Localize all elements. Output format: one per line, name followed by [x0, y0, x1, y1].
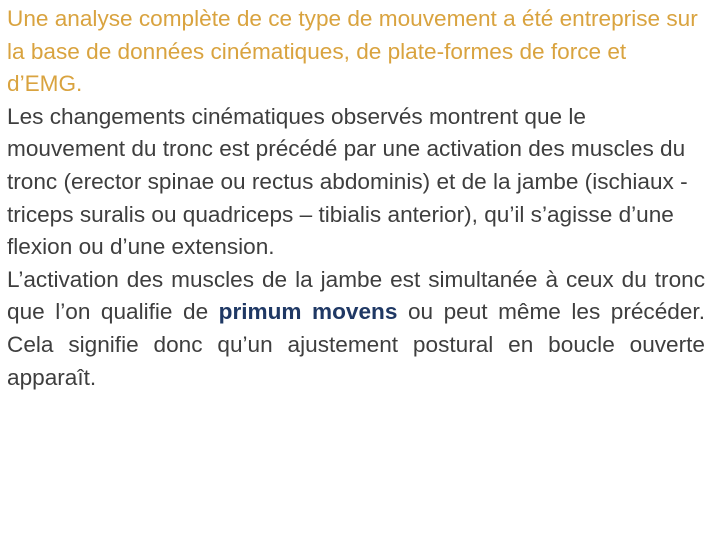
primum-movens-term: primum movens — [218, 299, 398, 325]
kinematic-changes-paragraph: Les changements cinématiques observés montrent que le mouvement du tronc est précédé par une activation des muscles du tronc (erector spinae ou rectus abdominis) et de la jambe (ischiaux - triceps suralis ou quadriceps – tibialis anterior), qu’il s’agisse d’une flexion ou d’une extension. — [7, 103, 688, 260]
leg-activation-text-after: ou peut même les précéder. Cela signifie donc qu’un ajustement postural en boucle ouverte apparaît. — [7, 299, 705, 390]
slide-text-body — [7, 3, 705, 394]
intro-paragraph: Une analyse complète de ce type de mouvement a été entreprise sur la base de données cinématiques, de plate-formes de force et d’EMG. — [7, 6, 698, 97]
leg-activation-paragraph — [7, 264, 705, 394]
leg-activation-text-before: L’activation des muscles de la jambe est simultanée à ceux du tronc que l’on qualifie de — [7, 266, 705, 325]
